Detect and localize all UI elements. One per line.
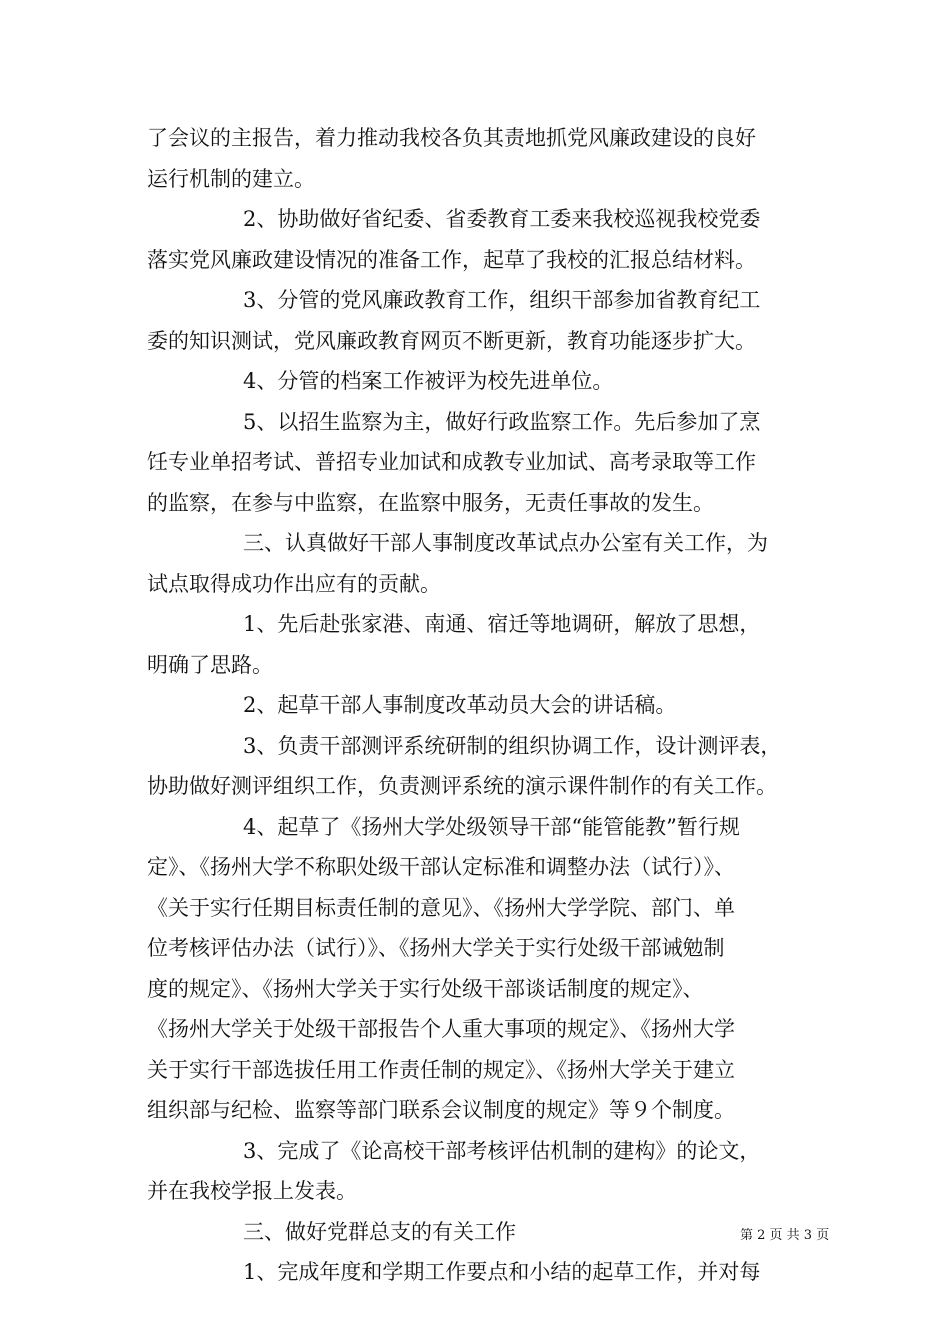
text-line: 5、以招生监察为主，做好行政监察工作。先后参加了烹	[243, 409, 761, 434]
text-line: 4、起草了《扬州大学处级领导干部“能管能教”暂行规	[243, 814, 740, 839]
document-body	[147, 118, 807, 1293]
text-line: 位考核评估办法（试行）》、《扬州大学关于实行处级干部诫勉制	[147, 936, 725, 960]
text-line: 落实党风廉政建设情况的准备工作，起草了我校的汇报总结材料。	[147, 247, 756, 272]
page-number: 第 2 页 共 3 页	[740, 1228, 830, 1243]
text-line: 了会议的主报告，着力推动我校各负其责地抓党风廉政建设的良好	[147, 126, 756, 150]
text-line: 《关于实行任期目标责任制的意见》、《扬州大学学院、部门、单	[147, 895, 735, 920]
text-line: 明确了思路。	[147, 652, 273, 677]
text-line: 协助做好测评组织工作，负责测评系统的演示课件制作的有关工作。	[147, 774, 777, 798]
text-line: 关于实行干部选拔任用工作责任制的规定》、《扬州大学关于建立	[147, 1057, 735, 1082]
text-line: 饪专业单招考试、普招专业加试和成教专业加试、高考录取等工作	[147, 450, 756, 474]
text-line: 1、先后赴张家港、南通、宿迁等地调研，解放了思想，	[243, 612, 761, 636]
text-line: 并在我校学报上发表。	[147, 1179, 357, 1203]
text-line: 委的知识测试，党风廉政教育网页不断更新，教育功能逐步扩大。	[147, 328, 756, 353]
text-line: 1、完成年度和学期工作要点和小结的起草工作，并对每	[243, 1260, 761, 1284]
text-line: 定》、《扬州大学不称职处级干部认定标准和调整办法（试行）》、	[147, 855, 735, 879]
text-line: 3、分管的党风廉政教育工作，组织干部参加省教育纪工	[243, 288, 761, 312]
text-line: 组织部与纪检、监察等部门联系会议制度的规定》等９个制度。	[147, 1098, 735, 1122]
text-line: 三、认真做好干部人事制度改革试点办公室有关工作，为	[243, 531, 768, 555]
text-line: 2、起草干部人事制度改革动员大会的讲话稿。	[243, 693, 677, 717]
text-line: 3、负责干部测评系统研制的组织协调工作，设计测评表，	[243, 733, 782, 758]
text-line: 2、协助做好省纪委、省委教育工委来我校巡视我校党委	[243, 207, 761, 231]
text-line: 《扬州大学关于处级干部报告个人重大事项的规定》、《扬州大学	[147, 1017, 735, 1041]
text-line: 的监察，在参与中监察，在监察中服务，无责任事故的发生。	[147, 490, 714, 515]
text-line: 运行机制的建立。	[147, 166, 315, 191]
text-line: 度的规定》、《扬州大学关于实行处级干部谈话制度的规定》、	[147, 976, 704, 1001]
text-line: 3、完成了《论高校干部考核评估机制的建构》的论文，	[243, 1138, 761, 1163]
text-line: 三、做好党群总支的有关工作	[243, 1219, 516, 1244]
text-line: 4、分管的档案工作被评为校先进单位。	[243, 369, 614, 393]
text-line: 试点取得成功作出应有的贡献。	[147, 571, 441, 596]
